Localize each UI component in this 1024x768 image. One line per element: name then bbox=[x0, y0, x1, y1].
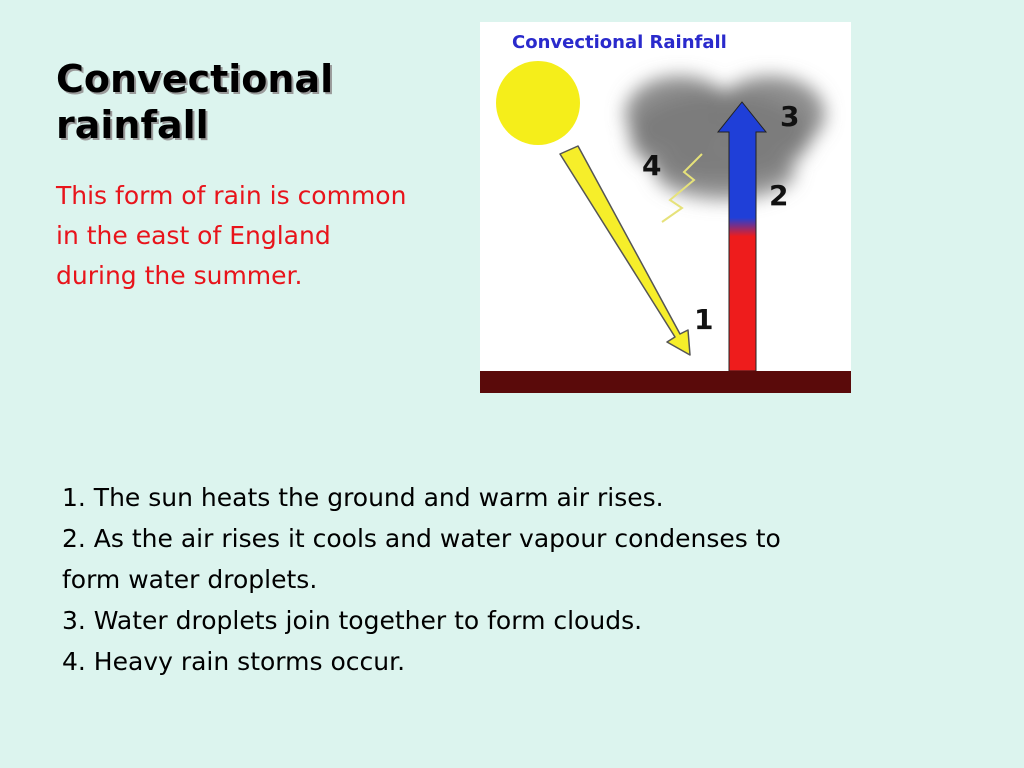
diagram-svg bbox=[480, 22, 851, 393]
intro-line-3: during the summer. bbox=[56, 261, 303, 290]
slide-title-line-1: Convectional bbox=[56, 57, 334, 101]
sun-icon bbox=[496, 61, 580, 145]
label-1: 1 bbox=[694, 303, 714, 336]
step-line-5: 4. Heavy rain storms occur. bbox=[62, 647, 406, 676]
step-line-1: 1. The sun heats the ground and warm air rises. bbox=[62, 483, 664, 512]
steps-list bbox=[62, 477, 992, 682]
ground bbox=[480, 371, 851, 393]
slide-title-line-2: rainfall bbox=[56, 103, 209, 147]
convectional-rainfall-diagram bbox=[480, 22, 851, 393]
slide-title bbox=[56, 56, 456, 148]
label-2: 2 bbox=[769, 179, 789, 212]
label-3: 3 bbox=[780, 100, 800, 133]
intro-line-1: This form of rain is common bbox=[56, 181, 407, 210]
step-line-3: form water droplets. bbox=[62, 565, 318, 594]
diagram-title: Convectional Rainfall bbox=[512, 32, 727, 53]
intro-text bbox=[56, 176, 486, 296]
step-line-4: 3. Water droplets join together to form clouds. bbox=[62, 606, 643, 635]
step-line-2: 2. As the air rises it cools and water vapour condenses to bbox=[62, 524, 781, 553]
intro-line-2: in the east of England bbox=[56, 221, 331, 250]
label-4: 4 bbox=[642, 149, 662, 182]
